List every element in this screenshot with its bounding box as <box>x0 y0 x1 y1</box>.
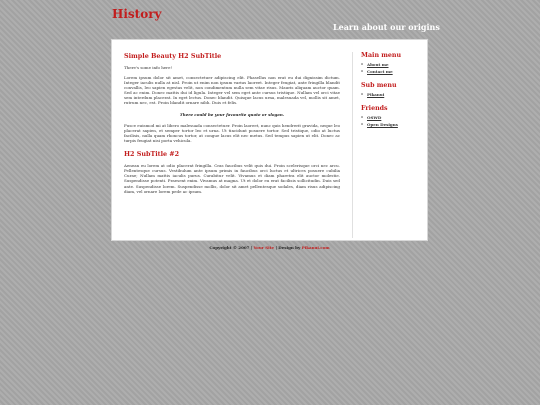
bullet-icon: o <box>361 122 364 126</box>
footer-designer-link[interactable]: Pikanui.com <box>301 245 330 250</box>
main-content <box>124 52 340 198</box>
bullet-icon: o <box>361 92 364 96</box>
sidebar <box>361 52 421 135</box>
list-item <box>361 69 421 74</box>
content-card <box>112 40 427 240</box>
site-tagline: Learn about our origins <box>333 22 440 32</box>
friends-link-open-designs[interactable]: Open Designs <box>367 122 398 127</box>
bullet-icon: o <box>361 62 364 66</box>
sub-menu-link-pikanui[interactable]: Pikanui <box>367 92 385 97</box>
subtitle-heading-1: Simple Beauty H2 SubTitle <box>124 52 222 60</box>
footer <box>112 245 427 250</box>
main-menu-link-about[interactable]: About me <box>367 62 389 67</box>
intro-text: There's some info here! <box>124 65 173 71</box>
list-item <box>361 115 421 120</box>
list-item <box>361 92 421 97</box>
friends-title: Friends <box>361 105 388 112</box>
paragraph-3: Aenean eu lorem at odio placerat fringilla. Cras faucibus velit quis dui. Proin scelerisque orci nec arcu. Pellentesque cursus. Vestibulum ante ipsum primis in faucibus orci luctus et ultrices posuere cubilia Curae; Nullam mattis iaculis purus. Curabitur velit. Vivamus et diam pharetra elit auctor molestie. Suspendisse potenti. Praesent enim. Vivamus at magna. Ut et dolor eu erat facilisis sollicitudin. Duis sed ante. Suspendisse lorem. Suspendisse mollis, dolor sit amet pellentesque sodales, diam risus adipiscing diam, vel ornare lorem pede ac ipsum. <box>124 162 340 194</box>
paragraph-1: Lorem ipsum dolor sit amet, consectetuer adipiscing elit. Phasellus non erat eu dui dignissim dictum. Integer iaculis nulla at nisl. Proin ut enim non ipsum varius laoreet. Integer feugiat, ante fringilla blandit convallis, leo sapien egestas velit, non condimentum nulla sem vitae risus. Mauris aliquam auctor quam. Sed ac enim. Donec mattis dui id ligula. Integer vel sem eget ante cursus tristique. Nullam vel orci vitae sem interdum placerat. In eget lectus. Donec blandit. Quisque lacus urna, malesuada vel, mollis sit amet, rutrum nec, est. Proin blandit ornare nibh. Duis et felis. <box>124 74 340 106</box>
site-title[interactable]: History <box>112 7 162 21</box>
bullet-icon: o <box>361 115 364 119</box>
paragraph-2: Fusce euismod mi at libero malesuada consectetuer. Proin laoreet, nunc quis hendrerit gravida, neque leo placerat sapien, et semper tortor leo et urna. Ut tincidunt posuere tortor. Sed tristique, odio at luctus facilisis, nulla quam rhoncus tortor, at congue lacus elit nec metus. Sed tempus sapien ut elit. Donec ac turpis feugiat nisi porta vehicula. <box>124 122 340 144</box>
footer-copyright: Copyright © 2007 | <box>209 245 254 250</box>
friends-link-oswd[interactable]: OSWD <box>367 115 382 120</box>
bullet-icon: o <box>361 69 364 73</box>
quote: There could be your favourite quote or slogan. <box>179 111 285 117</box>
sub-menu-title: Sub menu <box>361 82 397 89</box>
list-item <box>361 122 421 127</box>
main-menu-title: Main menu <box>361 52 402 59</box>
main-menu-link-contact[interactable]: Contact me <box>367 69 393 74</box>
list-item <box>361 62 421 67</box>
column-divider <box>352 52 353 238</box>
sub-menu-list <box>361 92 421 97</box>
subtitle-heading-2: H2 SubTitle #2 <box>124 149 180 158</box>
main-menu-list <box>361 62 421 74</box>
friends-list <box>361 115 421 127</box>
footer-your-site-link[interactable]: Your Site <box>253 245 275 250</box>
footer-design-by: | Design by <box>274 245 302 250</box>
